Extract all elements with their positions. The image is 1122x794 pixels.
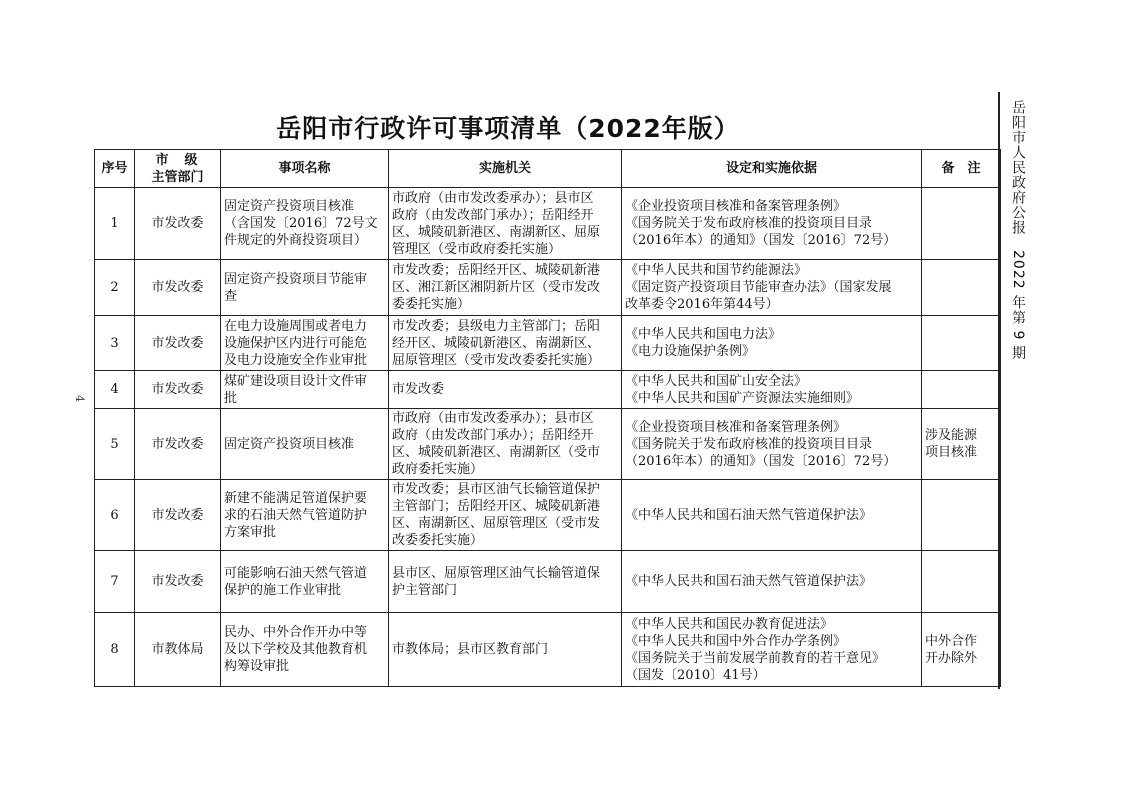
cell-implementing-org [389,260,622,316]
cell-dept: 市发改委 [135,260,221,316]
table-body [95,188,1001,687]
cell-seq: 1 [95,188,135,260]
cell-implementing-org-line: 市教体局；县市区教育部门 [392,642,549,657]
cell-implementing-org-line: 政府（由发改部门承办）；岳阳经开 [392,428,594,443]
cell-legal-basis [622,371,922,409]
cell-legal-basis-line: 《中华人民共和国矿产资源法实施细则》 [625,390,860,406]
cell-legal-basis-line: 《中华人民共和国节约能源法》 [625,263,808,278]
issue-label: 2022 年第 9 期 [1010,250,1026,361]
cell-legal-basis-line: 《中华人民共和国中外合作办学条例》 [625,633,847,649]
cell-note [922,551,1001,613]
cell-implementing-org-line: 委委托实施） [392,297,471,312]
cell-implementing-org [389,613,622,687]
cell-legal-basis-line: 《中华人民共和国电力法》 [625,327,782,342]
cell-item-name-line: 固定资产投资项目节能审 [224,271,368,287]
cell-item-name-line: 固定资产投资项目核准 [224,436,355,452]
cell-item-name-line: 批 [224,390,238,406]
table-row [95,551,1001,613]
cell-dept: 市发改委 [135,551,221,613]
cell-implementing-org-line: 屈原管理区（受市发改委委托实施） [392,352,601,368]
cell-legal-basis [622,613,922,687]
cell-legal-basis-line: 改革委令2016年第44号） [625,297,779,312]
cell-note [922,371,1001,409]
table-row [95,409,1001,480]
cell-item-name-line: 新建不能满足管道保护要 [224,490,368,506]
header-org: 实施机关 [389,150,622,188]
cell-legal-basis-line: 《中华人民共和国石油天然气管道保护法》 [625,574,873,589]
cell-seq: 7 [95,551,135,613]
cell-legal-basis [622,409,922,480]
cell-legal-basis [622,480,922,551]
cell-implementing-org [389,409,622,480]
cell-implementing-org [389,480,622,551]
cell-legal-basis-line: 《国务院关于发布政府核准的投资项目目录 [625,436,873,452]
header-dept [135,150,221,188]
cell-implementing-org-line: 管理区（受市政府委托实施） [392,241,562,257]
table-row [95,188,1001,260]
cell-seq: 5 [95,409,135,480]
cell-item-name [221,480,389,551]
cell-item-name-line: 在电力设施周围或者电力 [224,318,368,334]
cell-item-name [221,260,389,316]
cell-item-name [221,188,389,260]
header-name: 事项名称 [221,150,389,188]
cell-legal-basis-line: 《企业投资项目核准和备案管理条例》 [625,199,847,214]
cell-implementing-org-line: 经开区、城陵矶新港区、南湖新区、 [392,335,601,351]
cell-item-name-line: 固定资产投资项目核准 [224,199,355,214]
cell-legal-basis [622,188,922,260]
cell-note-line: 涉及能源 [925,428,978,443]
cell-note [922,409,1001,480]
cell-implementing-org [389,551,622,613]
header-note: 备 注 [922,150,1001,188]
cell-implementing-org-line: 市政府（由市发改委承办）；县市区 [392,190,594,206]
cell-implementing-org [389,188,622,260]
cell-implementing-org-line: 市发改委；岳阳经开区、城陵矶新港 [392,263,601,278]
cell-item-name [221,613,389,687]
cell-item-name-line: 设施保护区内进行可能危 [224,335,368,351]
cell-implementing-org-line: 区、城陵矶新港区、南湖新区、屈原 [392,224,601,240]
cell-note [922,260,1001,316]
header-seq: 序号 [95,150,135,188]
cell-seq: 3 [95,316,135,371]
page-title: 岳阳市行政许可事项清单（2022年版） [276,114,740,143]
cell-legal-basis-line: （国发〔2010〕41号） [625,667,766,683]
cell-dept: 市教体局 [135,613,221,687]
cell-item-name-line: （含国发〔2016〕72号文 [224,216,378,231]
cell-legal-basis-line: 《中华人民共和国矿山安全法》 [625,373,808,389]
cell-implementing-org [389,371,622,409]
cell-dept: 市发改委 [135,371,221,409]
publication-name: 岳阳市人民政府公报 [1010,100,1026,235]
cell-dept: 市发改委 [135,316,221,371]
cell-item-name-line: 民办、中外合作开办中等 [224,625,368,640]
cell-legal-basis-line: 《中华人民共和国民办教育促进法》 [625,616,834,632]
cell-implementing-org-line: 区、城陵矶新港区、南湖新区（受市 [392,445,601,460]
cell-note [922,316,1001,371]
cell-implementing-org-line: 县市区、屈原管理区油气长输管道保 [392,565,601,581]
table-row [95,613,1001,687]
cell-item-name-line: 及以下学校及其他教育机 [224,642,368,657]
side-header [1006,100,1028,361]
cell-item-name-line: 求的石油天然气管道防护 [224,507,368,523]
cell-item-name-line: 保护的施工作业审批 [224,582,342,598]
cell-item-name [221,316,389,371]
cell-item-name-line: 件规定的外商投资项目） [224,233,368,248]
cell-implementing-org-line: 护主管部门 [392,582,458,598]
cell-item-name-line: 查 [224,288,238,304]
cell-item-name-line: 构筹设审批 [224,659,290,674]
table-header-row [95,150,1001,188]
cell-implementing-org-line: 政府委托实施） [392,462,484,477]
cell-item-name [221,409,389,480]
cell-note [922,480,1001,551]
table-row [95,371,1001,409]
cell-implementing-org-line: 市政府（由市发改委承办）；县市区 [392,411,594,426]
cell-implementing-org-line: 主管部门；岳阳经开区、城陵矶新港 [392,499,601,514]
cell-implementing-org-line: 政府（由发改部门承办）；岳阳经开 [392,207,594,223]
cell-seq: 4 [95,371,135,409]
cell-seq: 6 [95,480,135,551]
cell-note [922,188,1001,260]
cell-seq: 8 [95,613,135,687]
cell-implementing-org-line: 区、湘江新区湘阴新片区（受市发改 [392,280,601,295]
table-row [95,480,1001,551]
page-number: 4 [73,395,86,402]
cell-legal-basis-line: 《国务院关于当前发展学前教育的若干意见》 [625,650,886,666]
cell-implementing-org-line: 区、南湖新区、屈原管理区（受市发 [392,516,601,531]
cell-dept: 市发改委 [135,188,221,260]
header-dept-line2: 主管部门 [151,169,204,185]
permit-items-table [94,149,1001,687]
cell-note-line: 项目核准 [925,445,978,460]
cell-implementing-org [389,316,622,371]
cell-note [922,613,1001,687]
header-dept-line1: 市级 [155,152,214,168]
cell-legal-basis-line: 《企业投资项目核准和备案管理条例》 [625,419,847,435]
cell-item-name-line: 煤矿建设项目设计文件审 [224,373,368,389]
cell-legal-basis-line: （2016年本）的通知》（国发〔2016〕72号） [625,453,897,469]
cell-legal-basis [622,316,922,371]
cell-item-name-line: 可能影响石油天然气管道 [224,565,368,581]
cell-legal-basis-line: 《中华人民共和国石油天然气管道保护法》 [625,507,873,523]
cell-legal-basis [622,260,922,316]
cell-dept: 市发改委 [135,409,221,480]
cell-item-name [221,551,389,613]
cell-legal-basis-line: 《固定资产投资项目节能审查办法》（国家发展 [625,280,892,295]
cell-item-name-line: 方案审批 [224,524,277,540]
cell-implementing-org-line: 市发改委；县市区油气长输管道保护 [392,482,601,497]
cell-legal-basis [622,551,922,613]
header-basis: 设定和实施依据 [622,150,922,188]
cell-seq: 2 [95,260,135,316]
cell-legal-basis-line: 《电力设施保护条例》 [625,344,756,359]
cell-implementing-org-line: 改委委托实施） [392,533,484,548]
cell-item-name [221,371,389,409]
table-row [95,316,1001,371]
cell-note-line: 中外合作 [925,633,978,649]
cell-item-name-line: 及电力设施安全作业审批 [224,352,368,368]
cell-implementing-org-line: 市发改委 [392,382,445,397]
cell-legal-basis-line: 《国务院关于发布政府核准的投资项目目录 [625,216,873,231]
cell-implementing-org-line: 市发改委；县级电力主管部门；岳阳 [392,318,601,334]
cell-legal-basis-line: （2016年本）的通知》（国发〔2016〕72号） [625,233,897,248]
table-row [95,260,1001,316]
cell-note-line: 开办除外 [925,650,978,666]
cell-dept: 市发改委 [135,480,221,551]
